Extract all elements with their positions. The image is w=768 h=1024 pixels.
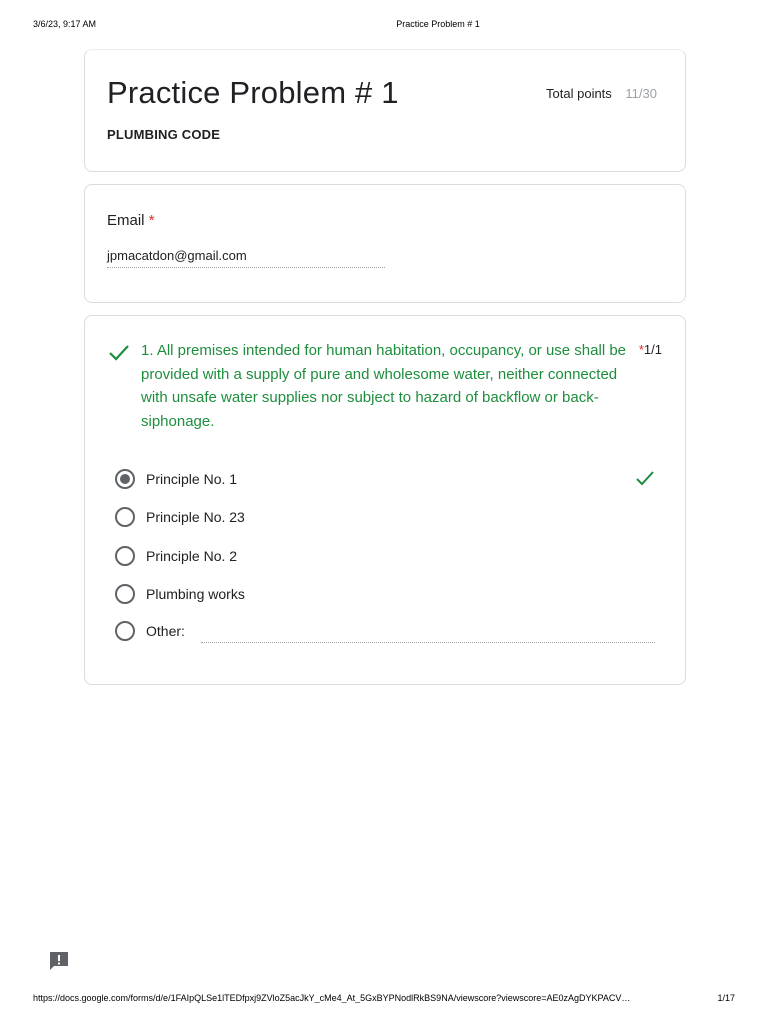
option-label: Other: bbox=[146, 623, 185, 639]
radio-button[interactable] bbox=[115, 546, 135, 566]
required-asterisk: * bbox=[638, 342, 644, 357]
option-other[interactable] bbox=[115, 620, 655, 642]
option-principle-2[interactable] bbox=[115, 545, 655, 567]
question-points bbox=[639, 342, 662, 357]
option-label: Principle No. 2 bbox=[146, 548, 238, 564]
total-points-score: 11/30 bbox=[625, 86, 657, 101]
email-label-text: Email bbox=[107, 212, 145, 229]
correct-check-icon bbox=[635, 470, 655, 488]
print-header bbox=[0, 19, 768, 31]
radio-button[interactable] bbox=[115, 584, 135, 604]
print-url: https://docs.google.com/forms/d/e/1FAIpQLSe1lTEDfpxj9ZVloZ5acJkY_cMe4_At_5GxBYPNodlRkBS9NA/viewscore?viewscore=AE0zAgDYKPACV… bbox=[33, 993, 631, 1003]
radio-button[interactable] bbox=[115, 507, 135, 527]
option-label: Principle No. 23 bbox=[146, 509, 245, 525]
check-icon bbox=[108, 343, 130, 363]
question-card bbox=[84, 315, 686, 685]
print-datetime: 3/6/23, 9:17 AM bbox=[33, 19, 97, 29]
option-principle-23[interactable] bbox=[115, 506, 655, 528]
total-points-label: Total points bbox=[546, 86, 612, 101]
question-score: 1/1 bbox=[643, 342, 662, 357]
option-label: Principle No. 1 bbox=[146, 471, 238, 487]
question-text: 1. All premises intended for human habitation, occupancy, or use shall be provided with a supply of pure and wholesome water, neither connected with unsafe water supplies nor subject to hazard of backflow or back-siphonage. bbox=[141, 342, 627, 430]
form-description: PLUMBING CODE bbox=[107, 127, 221, 142]
option-label: Plumbing works bbox=[146, 586, 245, 602]
form-title: Practice Problem # 1 bbox=[107, 75, 399, 110]
radio-button[interactable] bbox=[115, 621, 135, 641]
page-number: 1/17 bbox=[717, 993, 735, 1003]
option-principle-1[interactable] bbox=[115, 468, 655, 490]
other-text-input[interactable] bbox=[201, 642, 655, 643]
report-feedback-icon[interactable] bbox=[48, 950, 70, 972]
option-plumbing-works[interactable] bbox=[115, 583, 655, 605]
email-field: jpmacatdon@gmail.com bbox=[107, 248, 385, 268]
email-label bbox=[107, 212, 155, 229]
print-title: Practice Problem # 1 bbox=[396, 19, 480, 29]
total-points bbox=[546, 86, 657, 101]
form-header-card bbox=[84, 49, 686, 172]
email-card bbox=[84, 184, 686, 303]
required-asterisk: * bbox=[148, 212, 155, 229]
radio-button-checked[interactable] bbox=[115, 469, 135, 489]
